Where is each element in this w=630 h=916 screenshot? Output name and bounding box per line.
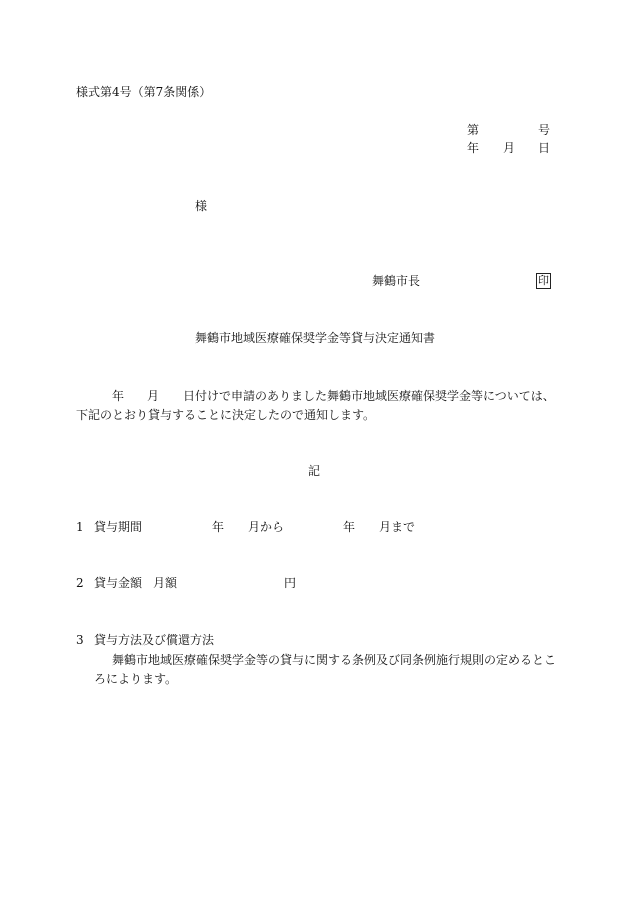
body-line1: 日付けで申請のありました舞鶴市地域医療確保奨学金等については、 xyxy=(183,389,555,403)
item-method-text-line2: ろによります。 xyxy=(94,672,178,686)
body-line2: 下記のとおり貸与することに決定したので通知します。 xyxy=(76,408,376,422)
document-title: 舞鶴市地域医療確保奨学金等貸与決定通知書 xyxy=(195,331,436,345)
doc-number-suffix: 号 xyxy=(538,123,551,137)
item-period-label: 貸与期間 xyxy=(94,520,143,534)
item-amount-sublabel: 月額 xyxy=(153,576,178,590)
date-month: 月 xyxy=(503,141,516,155)
item-amount-unit: 円 xyxy=(284,576,297,590)
item-method-label: 貸与方法及び償還方法 xyxy=(94,633,215,647)
doc-number-prefix: 第 xyxy=(467,123,480,137)
issuer-name: 舞鶴市長 xyxy=(372,274,421,288)
item-period-year2: 年 xyxy=(343,520,356,534)
body-month: 月 xyxy=(147,389,160,403)
seal-mark: 印 xyxy=(538,274,549,287)
record-heading: 記 xyxy=(308,464,321,478)
issuer-seal-box xyxy=(536,273,551,289)
date-year: 年 xyxy=(467,141,480,155)
item-method-number: 3 xyxy=(76,633,84,647)
item-amount-number: 2 xyxy=(76,576,84,590)
item-period-month-from: 月から xyxy=(248,520,285,534)
item-period-month-to: 月まで xyxy=(379,520,416,534)
date-day: 日 xyxy=(538,141,551,155)
addressee-honorific: 様 xyxy=(195,199,208,213)
form-number: 様式第4号（第7条関係） xyxy=(76,85,212,99)
item-period-number: 1 xyxy=(76,520,84,534)
item-period-year1: 年 xyxy=(212,520,225,534)
item-method-text-line1: 舞鶴市地域医療確保奨学金等の貸与に関する条例及び同条例施行規則の定めるとこ xyxy=(112,653,557,667)
item-amount-label: 貸与金額 xyxy=(94,576,143,590)
body-year: 年 xyxy=(112,389,125,403)
